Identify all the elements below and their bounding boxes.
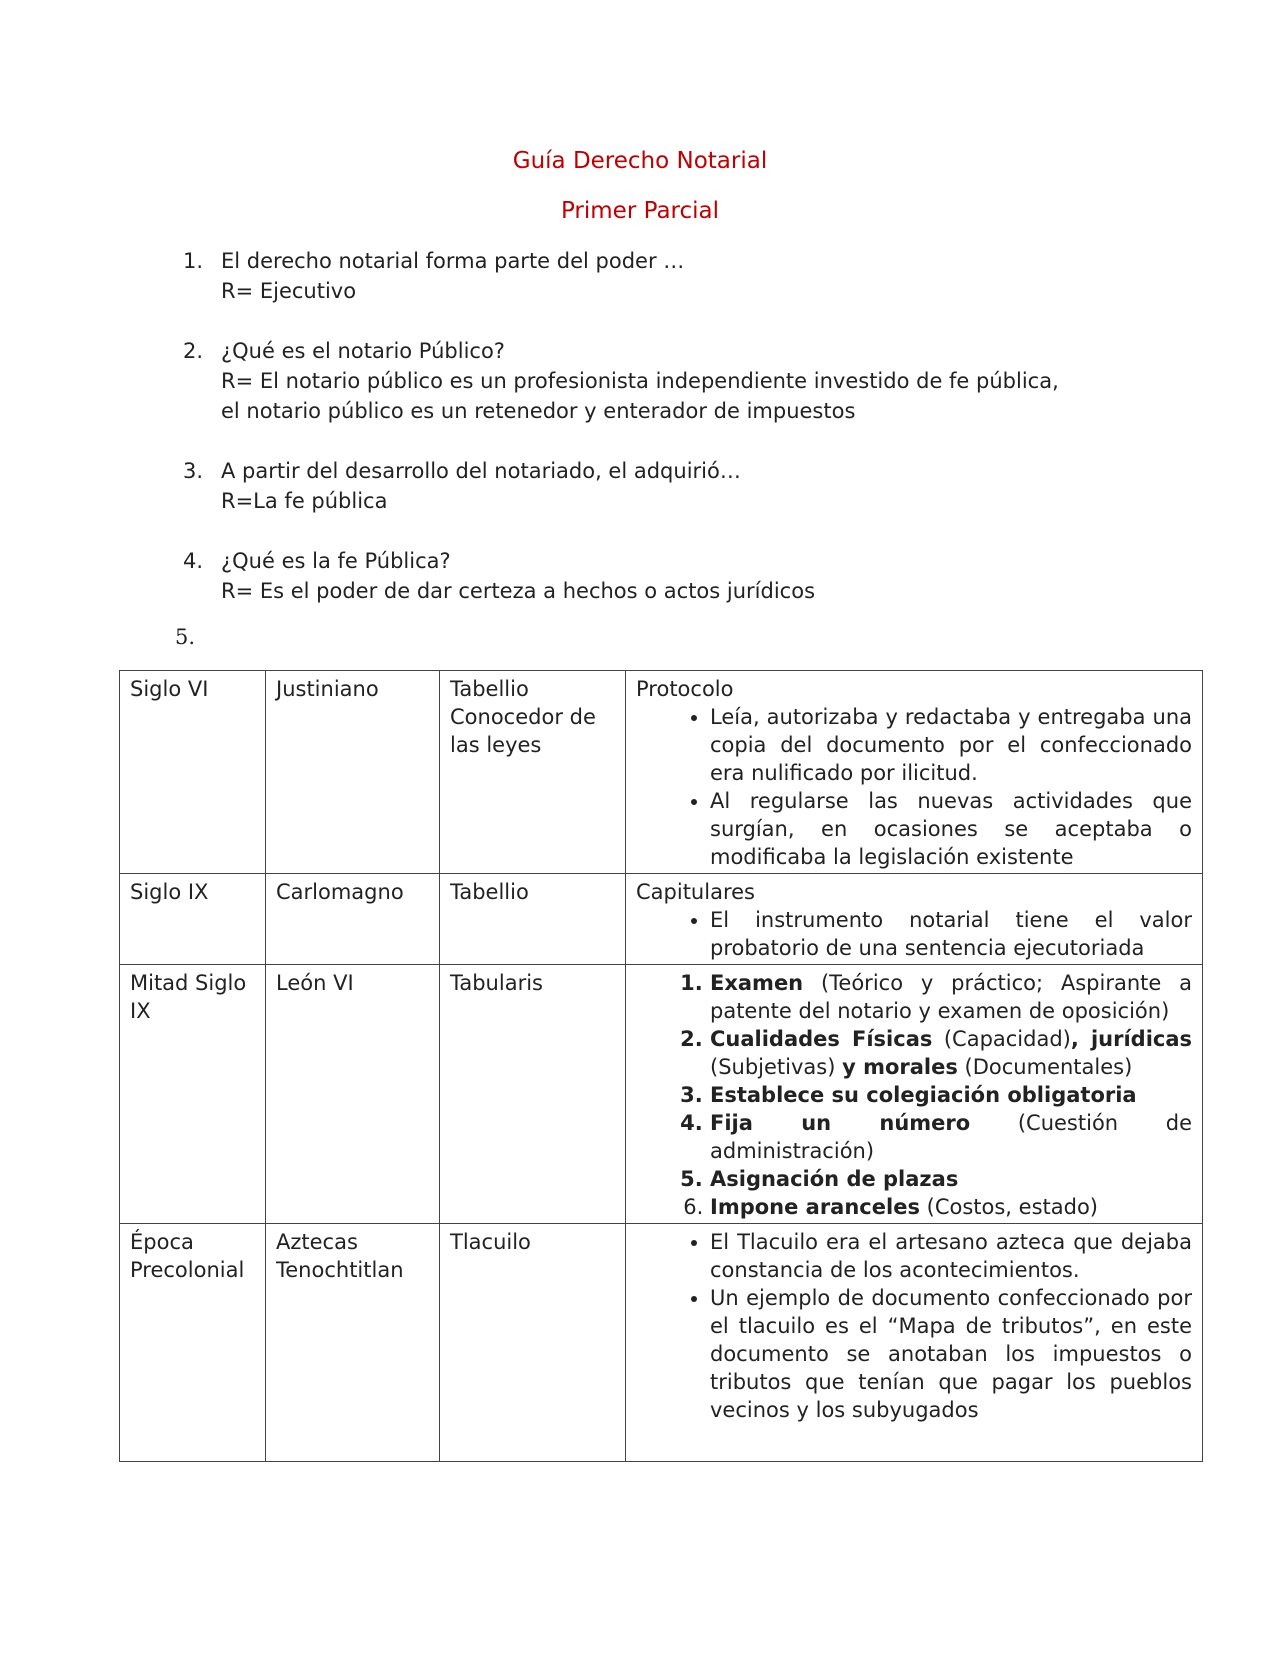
answer-text: R=La fe pública — [221, 489, 388, 513]
description-cell — [626, 1224, 1203, 1462]
list-item: • Leía, autorizaba y redactaba y entregaba una copia del documento por el confeccionado era nulificado por ilicitud. — [710, 703, 1192, 787]
list-item: • El instrumento notarial tiene el valor probatorio de una sentencia ejecutoriada — [710, 906, 1192, 962]
bullet-list — [636, 703, 1192, 871]
list-item: 2. Cualidades Físicas (Capacidad), jurídicas (Subjetivas) y morales (Documentales) — [710, 1025, 1192, 1081]
description-cell — [626, 965, 1203, 1224]
bullet-list — [636, 1228, 1192, 1424]
title-cell: Tabellio — [440, 874, 626, 965]
numbered-list — [636, 969, 1192, 1221]
description-heading: Protocolo — [636, 677, 734, 701]
question-text: A partir del desarrollo del notariado, el adquirió… — [221, 459, 741, 483]
question-number: 1. — [183, 249, 204, 273]
title-cell: Tlacuilo — [440, 1224, 626, 1462]
period-cell: Siglo IX — [120, 874, 266, 965]
document-title: Guía Derecho Notarial — [512, 148, 768, 174]
list-item: • Al regularse las nuevas actividades que surgían, en ocasiones se aceptaba o modificaba la legislación existente — [710, 787, 1192, 871]
table-row — [120, 874, 1203, 965]
figure-cell: León VI — [266, 965, 440, 1224]
period-cell: Época Precolonial — [120, 1224, 266, 1462]
list-item: 1. Examen (Teórico y práctico; Aspirante a patente del notario y examen de oposición) — [710, 969, 1192, 1025]
list-item: • El Tlacuilo era el artesano azteca que dejaba constancia de los acontecimientos. — [710, 1228, 1192, 1284]
bullet-list — [636, 906, 1192, 962]
description-heading: Capitulares — [636, 880, 755, 904]
question-text: ¿Qué es el notario Público? — [221, 339, 505, 363]
list-item: • Un ejemplo de documento confeccionado por el tlacuilo es el “Mapa de tributos”, en este documento se anotaban los impuestos o tributos que tenían que pagar los pueblos vecinos y los subyugados — [710, 1284, 1192, 1424]
history-table — [119, 670, 1203, 1462]
list-item: 5. Asignación de plazas — [710, 1165, 1192, 1193]
answer-text-continued: el notario público es un retenedor y enterador de impuestos — [221, 399, 856, 423]
list-item: 3. Establece su colegiación obligatoria — [710, 1081, 1192, 1109]
table-row — [120, 965, 1203, 1224]
question-number: 3. — [183, 459, 204, 483]
title-cell: Tabellio Conocedor de las leyes — [440, 671, 626, 874]
question-text: ¿Qué es la fe Pública? — [221, 549, 451, 573]
description-cell — [626, 874, 1203, 965]
question-number: 2. — [183, 339, 204, 363]
period-cell: Siglo VI — [120, 671, 266, 874]
answer-text: R= Es el poder de dar certeza a hechos o actos jurídicos — [221, 579, 816, 603]
answer-text: R= Ejecutivo — [221, 279, 357, 303]
question-text: El derecho notarial forma parte del poder … — [221, 249, 685, 273]
question-number: 4. — [183, 549, 204, 573]
title-cell: Tabularis — [440, 965, 626, 1224]
figure-cell: Justiniano — [266, 671, 440, 874]
period-cell: Mitad Siglo IX — [120, 965, 266, 1224]
list-item: 4. Fija un número (Cuestión de administración) — [710, 1109, 1192, 1165]
figure-cell: Aztecas Tenochtitlan — [266, 1224, 440, 1462]
answer-text: R= El notario público es un profesionista independiente investido de fe pública, — [221, 369, 1059, 393]
question-number: 5. — [175, 625, 196, 649]
list-item: 6. Impone aranceles (Costos, estado) — [710, 1193, 1192, 1221]
table-row — [120, 1224, 1203, 1462]
figure-cell: Carlomagno — [266, 874, 440, 965]
document-subtitle: Primer Parcial — [560, 198, 720, 224]
description-cell — [626, 671, 1203, 874]
table-row — [120, 671, 1203, 874]
